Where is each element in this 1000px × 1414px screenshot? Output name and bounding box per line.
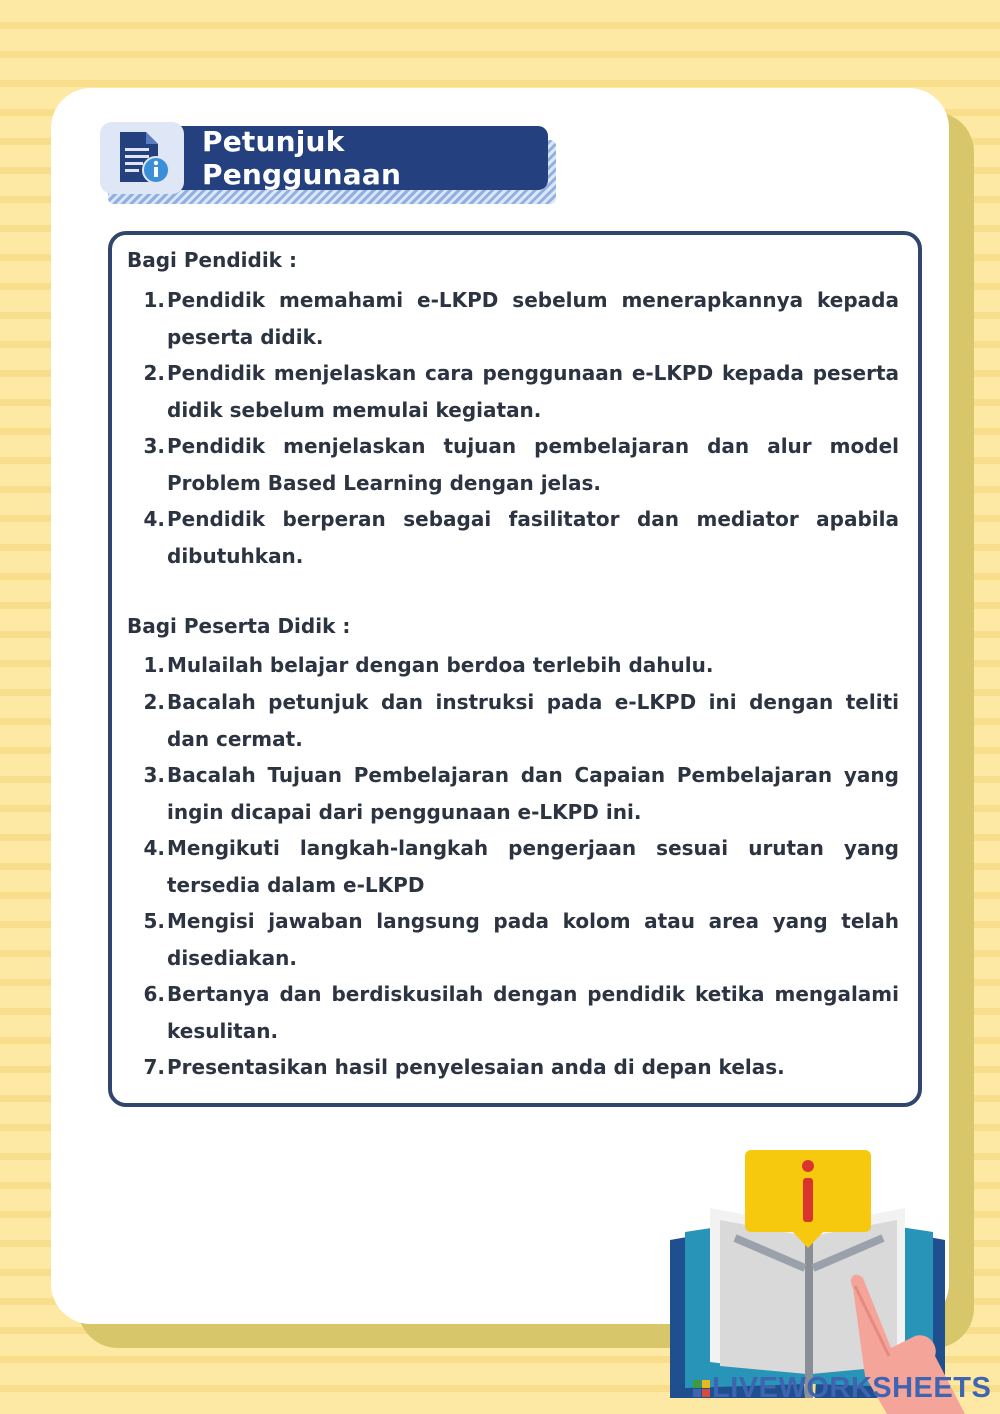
list-text: Mengikuti langkah-langkah pengerjaan sesuai urutan yang tersedia dalam e-LKPD bbox=[167, 836, 899, 897]
list-item bbox=[127, 501, 899, 574]
list-text: Mulailah belajar dengan berdoa terlebih dahulu. bbox=[167, 653, 714, 677]
title-banner bbox=[158, 126, 548, 190]
list-number: 3. bbox=[143, 434, 165, 458]
document-info-icon bbox=[114, 130, 172, 186]
watermark-text: LIVEWORKSHEETS bbox=[712, 1372, 992, 1404]
title-icon-container bbox=[100, 122, 184, 194]
list-item bbox=[127, 428, 899, 501]
list-number: 4. bbox=[143, 507, 165, 531]
list-number: 7. bbox=[143, 1055, 165, 1079]
list-item bbox=[127, 903, 899, 976]
list-item bbox=[127, 757, 899, 830]
list-text: Pendidik berperan sebagai fasilitator dan mediator apabila dibutuhkan. bbox=[167, 507, 899, 568]
list-number: 3. bbox=[143, 763, 165, 787]
list-text: Bacalah Tujuan Pembelajaran dan Capaian Pembelajaran yang ingin dicapai dari penggunaan e-LKPD ini. bbox=[167, 763, 899, 824]
list-number: 1. bbox=[143, 653, 165, 677]
list-text: Pendidik menjelaskan tujuan pembelajaran dan alur model Problem Based Learning dengan jelas. bbox=[167, 434, 899, 495]
list-number: 2. bbox=[143, 690, 165, 714]
list-number: 4. bbox=[143, 836, 165, 860]
list-item bbox=[127, 684, 899, 757]
liveworksheets-logo-icon bbox=[693, 1380, 710, 1397]
list-item bbox=[127, 282, 899, 355]
list-item bbox=[127, 1049, 899, 1086]
list-number: 1. bbox=[143, 288, 165, 312]
section-title-peserta-didik: Bagi Peserta Didik : bbox=[127, 614, 351, 638]
list-number: 5. bbox=[143, 909, 165, 933]
list-text: Presentasikan hasil penyelesaian anda di depan kelas. bbox=[167, 1055, 785, 1079]
list-number: 2. bbox=[143, 361, 165, 385]
page-title: Petunjuk Penggunaan bbox=[202, 125, 402, 191]
list-item bbox=[127, 647, 899, 684]
list-text: Bertanya dan berdiskusilah dengan pendidik ketika mengalami kesulitan. bbox=[167, 982, 899, 1043]
list-text: Pendidik memahami e-LKPD sebelum menerapkannya kepada peserta didik. bbox=[167, 288, 899, 349]
list-text: Mengisi jawaban langsung pada kolom atau area yang telah disediakan. bbox=[167, 909, 899, 970]
list-number: 6. bbox=[143, 982, 165, 1006]
list-text: Bacalah petunjuk dan instruksi pada e-LKPD ini dengan teliti dan cermat. bbox=[167, 690, 899, 751]
liveworksheets-watermark bbox=[693, 1372, 991, 1405]
list-item bbox=[127, 830, 899, 903]
list-item bbox=[127, 355, 899, 428]
list-text: Pendidik menjelaskan cara penggunaan e-LKPD kepada peserta didik sebelum memulai kegiatan. bbox=[167, 361, 899, 422]
section-title-pendidik: Bagi Pendidik : bbox=[127, 248, 297, 272]
list-item bbox=[127, 976, 899, 1049]
